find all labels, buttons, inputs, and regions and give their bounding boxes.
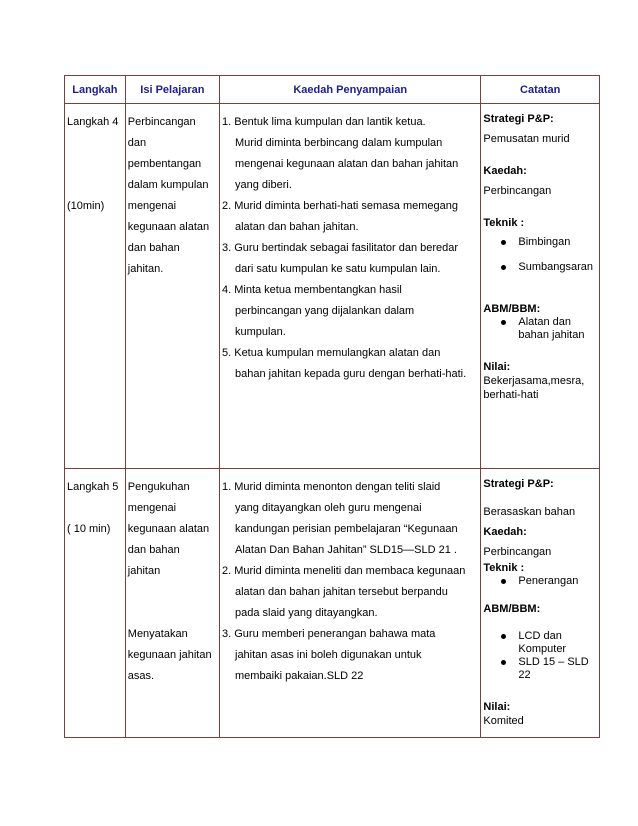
catatan-cell [481,469,600,738]
kaedah-line: Alatan Dan Bahan Jahitan” SLD15—SLD 21 . [235,544,457,556]
langkah-label: Langkah 5 [67,481,119,493]
isi-line: jahitan [127,565,161,577]
abm-item: LCD dan Komputer [518,630,567,655]
kaedah-value: Perbincangan [483,185,552,197]
isi-line: Pengukuhan [127,481,190,493]
list-item [501,575,597,588]
kaedah-line: 1. Bentuk lima kumpulan dan lantik ketua. [222,116,426,128]
langkah-duration: ( 10 min) [67,523,111,535]
bullet-icon [501,660,506,665]
isi-line: kegunaan alatan [127,221,210,233]
header-catatan: Catatan [481,76,600,104]
list-item [501,236,597,249]
bullet-icon [501,579,506,584]
kaedah-line: 3. Guru bertindak sebagai fasilitator dan beredar [222,242,459,254]
langkah-cell [65,469,126,738]
teknik-item: Penerangan [518,575,579,587]
strategi-value: Berasaskan bahan [483,506,576,518]
header-kaedah-penyampaian: Kaedah Penyampaian [220,76,481,104]
isi-pelajaran-cell [125,104,219,469]
kaedah-line: mengenai kegunaan alatan dan bahan jahitan [235,158,459,170]
kaedah-line: membaiki pakaian.SLD 22 [235,670,364,682]
strategi-heading: Strategi P&P: [483,113,554,125]
list-item [501,656,597,682]
kaedah-line: dari satu kumpulan ke satu kumpulan lain. [235,263,441,275]
kaedah-cell [220,104,481,469]
catatan-cell [481,104,600,469]
kaedah-line: 5. Ketua kumpulan memulangkan alatan dan [222,347,441,359]
nilai-value: Bekerjasama,mesra, berhati-hati [483,375,585,401]
isi-line: asas. [127,670,155,682]
isi-line: mengenai [127,200,177,212]
isi-line: kegunaan alatan [127,523,210,535]
teknik-heading: Teknik : [483,217,525,229]
langkah-label: Langkah 4 [67,116,119,128]
kaedah-line: kandungan perisian pembelajaran “Kegunaan [235,523,458,535]
isi-line: pembentangan [127,158,202,170]
header-langkah: Langkah [65,76,126,104]
isi-pelajaran-cell [125,469,219,738]
isi-line: dan [127,137,147,149]
nilai-heading: Nilai: [483,701,511,713]
table-header-row [65,76,600,104]
teknik-heading: Teknik : [483,562,525,574]
nilai-heading: Nilai: [483,361,511,373]
kaedah-line: kumpulan. [235,326,286,338]
nilai-value: Komited [483,715,524,727]
teknik-list [483,236,597,274]
table-row [65,469,600,738]
strategi-heading: Strategi P&P: [483,478,554,490]
kaedah-line: perbincangan yang dijalankan dalam [235,305,415,317]
isi-line: Menyatakan [127,628,188,640]
lesson-plan-table [64,75,600,738]
abm-item: Alatan dan bahan jahitan [518,316,585,341]
kaedah-line: pada slaid yang ditayangkan. [235,607,378,619]
kaedah-line: alatan dan bahan jahitan tersebut berpandu [235,586,448,598]
teknik-item: Bimbingan [518,236,571,248]
kaedah-line: 2. Murid diminta berhati-hati semasa memegang [222,200,459,212]
kaedah-heading: Kaedah: [483,165,527,177]
abm-heading: ABM/BBM: [483,303,541,315]
isi-line: mengenai [127,502,177,514]
kaedah-line: 2. Murid diminta meneliti dan membaca kegunaan [222,565,466,577]
strategi-value: Pemusatan murid [483,133,570,145]
teknik-list [483,575,597,588]
lesson-plan-document [64,75,600,738]
kaedah-line: Murid diminta berbincang dalam kumpulan [235,137,443,149]
kaedah-line: 4. Minta ketua membentangkan hasil [222,284,402,296]
isi-line: dan bahan [127,544,180,556]
abm-item: SLD 15 – SLD 22 [518,656,589,681]
kaedah-line: alatan dan bahan jahitan. [235,221,359,233]
kaedah-line: yang diberi. [235,179,292,191]
kaedah-heading: Kaedah: [483,526,527,538]
bullet-icon [501,320,506,325]
isi-line: jahitan. [127,263,164,275]
kaedah-value: Perbincangan [483,546,552,558]
kaedah-line: 3. Guru memberi penerangan bahawa mata [222,628,436,640]
isi-line: Perbincangan [127,116,196,128]
bullet-icon [501,240,506,245]
isi-line: dalam kumpulan [127,179,209,191]
list-item [501,261,597,274]
table-row [65,104,600,469]
list-item [501,630,597,656]
teknik-item: Sumbangsaran [518,261,594,273]
abm-list [483,630,597,682]
list-item [501,316,597,342]
bullet-icon [501,634,506,639]
kaedah-line: 1. Murid diminta menonton dengan teliti slaid [222,481,441,493]
langkah-cell [65,104,126,469]
langkah-duration: (10min) [67,200,105,212]
isi-line: dan bahan [127,242,180,254]
kaedah-line: jahitan asas ini boleh digunakan untuk [235,649,422,661]
abm-list [483,316,597,342]
kaedah-line: bahan jahitan kepada guru dengan berhati-hati. [235,368,467,380]
kaedah-line: yang ditayangkan oleh guru mengenai [235,502,422,514]
isi-line: kegunaan jahitan [127,649,212,661]
bullet-icon [501,265,506,270]
header-isi-pelajaran: Isi Pelajaran [125,76,219,104]
abm-heading: ABM/BBM: [483,603,541,615]
kaedah-cell [220,469,481,738]
